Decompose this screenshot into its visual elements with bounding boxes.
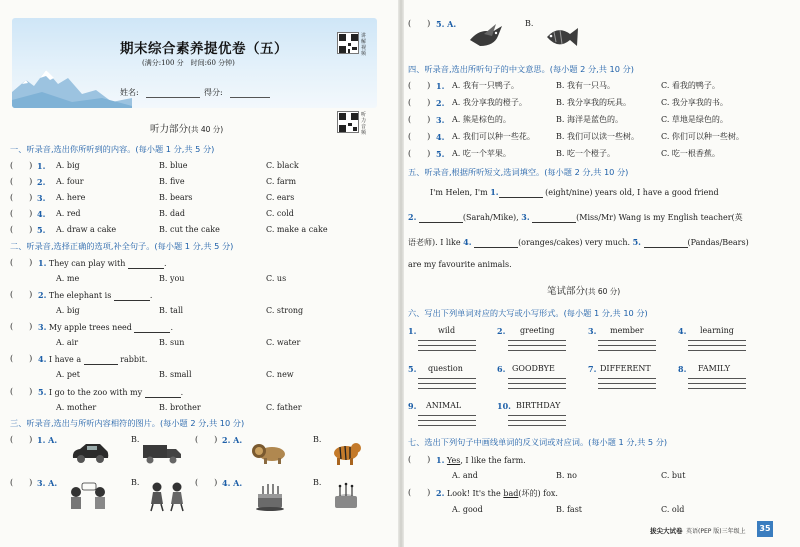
underlined-word: bad (503, 489, 519, 498)
blank-options: (Pandas/Bears) (687, 238, 749, 247)
option-a[interactable]: A. 我们可以种一些花。 (452, 132, 535, 141)
page-number: 35 (757, 521, 773, 537)
question-text: I go to the zoo with my (48, 388, 143, 397)
option-c[interactable]: C. old (661, 505, 685, 514)
option-b[interactable]: B. brother (159, 403, 201, 412)
question-number: 2. A. (222, 435, 243, 445)
option-b[interactable]: B. five (159, 177, 185, 186)
option-a[interactable]: A. 我分享我的橙子。 (452, 98, 527, 107)
question-number: 1. (436, 81, 445, 91)
question-number: 2. (37, 177, 46, 187)
passage-line-1 (430, 187, 719, 198)
question-number: 1. (38, 258, 47, 268)
section-1-heading (10, 144, 214, 155)
writing-line[interactable] (418, 415, 476, 416)
writing-line[interactable] (508, 388, 566, 389)
birthday-cake-icon[interactable] (254, 480, 286, 512)
blank[interactable] (84, 356, 118, 365)
option-b[interactable]: B. you (159, 274, 185, 283)
section-5-heading (408, 167, 628, 178)
word-number: 3. (588, 326, 597, 336)
word-number: 9. (408, 401, 417, 411)
section-7-score: (每小题 1 分,共 5 分) (588, 437, 668, 447)
option-b[interactable]: B. 吃一个橙子。 (556, 149, 615, 158)
car-icon[interactable] (70, 440, 110, 466)
passage-line-4: are my favourite animals. (408, 260, 512, 269)
option-c[interactable]: C. water (266, 338, 301, 347)
answer-bracket[interactable]: ( ) (408, 98, 431, 107)
writing-title-text: 笔试部分 (547, 286, 586, 297)
listening-title-text: 听力部分 (150, 124, 189, 135)
sentence: 1. They can play with . (38, 258, 167, 268)
word: BIRTHDAY (516, 401, 561, 410)
writing-line[interactable] (598, 383, 656, 384)
question-text: They can play with (48, 259, 126, 268)
option-b[interactable]: B. tall (159, 306, 184, 315)
section-3-heading (10, 418, 244, 429)
sentence-end: (坏的) fox. (518, 489, 558, 498)
section-1-score: (每小题 1 分,共 5 分) (135, 144, 215, 154)
answer-bracket[interactable]: ( ) (10, 161, 33, 170)
name-label: 姓名: (120, 88, 139, 97)
passage-line-3 (408, 237, 749, 248)
question-number: 4. (37, 209, 46, 219)
section-4-heading (408, 64, 634, 75)
section-3-score: (每小题 2 分,共 10 分) (159, 418, 245, 428)
option-b[interactable]: B. blue (159, 161, 188, 170)
writing-line[interactable] (508, 415, 566, 416)
option-b[interactable]: B. cut the cake (159, 225, 220, 234)
answer-bracket[interactable]: ( ) (408, 19, 431, 28)
page-title: 期末综合素养提优卷（五） (120, 41, 288, 57)
listening-points: (共 40 分) (188, 125, 224, 134)
blank-options: (oranges/cakes) very much. (518, 238, 631, 247)
candle-cake-icon[interactable] (330, 480, 362, 512)
writing-line[interactable] (508, 350, 566, 351)
option-a[interactable]: A. me (56, 274, 80, 283)
option-c[interactable]: C. 我分享我的书。 (661, 98, 728, 107)
section-2-score: (每小题 1 分,共 5 分) (154, 241, 234, 251)
answer-bracket[interactable]: ( ) (10, 209, 33, 218)
word-number: 2. (497, 326, 506, 336)
question-number: 5. (436, 149, 445, 159)
question-number: 1. (436, 455, 445, 465)
option-a[interactable]: A. mother (56, 403, 97, 412)
option-a[interactable]: A. here (56, 193, 86, 202)
option-b-label: B. (131, 435, 140, 444)
section-2-title: 二、听录音,选择正确的选项,补全句子。 (10, 241, 155, 251)
option-c[interactable]: C. but (661, 471, 686, 480)
option-c[interactable]: C. us (266, 274, 287, 283)
option-a[interactable]: A. 熊是棕色的。 (452, 115, 511, 124)
writing-points: (共 60 分) (585, 287, 621, 296)
page-fold (398, 0, 404, 547)
writing-line[interactable] (598, 350, 656, 351)
word: learning (700, 326, 734, 335)
answer-bracket[interactable]: ( ) (10, 225, 33, 234)
section-5-score: (每小题 2 分,共 10 分) (544, 167, 629, 177)
qr-code-icon[interactable] (337, 32, 359, 54)
sentence: 5. I go to the zoo with my . (38, 387, 184, 397)
writing-line[interactable] (598, 345, 656, 346)
option-b[interactable]: B. no (556, 471, 577, 480)
section-6-score: (每小题 1 分,共 10 分) (563, 308, 648, 318)
word: member (610, 326, 644, 335)
answer-bracket[interactable]: ( ) (408, 488, 431, 497)
qr1-label: 讲解视频 (361, 33, 367, 57)
word: ANIMAL (426, 401, 462, 410)
question-number: 5. (38, 387, 47, 397)
writing-line[interactable] (598, 340, 656, 341)
question-text: My apple trees need (48, 323, 132, 332)
option-a[interactable]: A. and (452, 471, 478, 480)
fish-icon[interactable] (544, 22, 580, 52)
writing-line[interactable] (598, 378, 656, 379)
word-number: 4. (678, 326, 687, 336)
sentence-end: , I like the farm. (460, 456, 526, 465)
passage-text: I'm Helen, I'm (430, 188, 488, 197)
writing-line[interactable] (688, 345, 746, 346)
option-a[interactable]: A. pet (56, 370, 80, 379)
truck-icon[interactable] (141, 440, 183, 466)
question-number: 3. (436, 115, 445, 125)
option-a[interactable]: A. red (56, 209, 81, 218)
blank[interactable] (499, 189, 543, 198)
question-number: 3. (38, 322, 47, 332)
question-number: 3. (37, 193, 46, 203)
word: greeting (520, 326, 555, 335)
sentence: 2. The elephant is . (38, 290, 153, 300)
sentence: 3. My apple trees need . (38, 322, 173, 332)
writing-line[interactable] (508, 378, 566, 379)
answer-bracket[interactable]: ( ) (10, 387, 33, 396)
answer-bracket[interactable]: ( ) (408, 132, 431, 141)
word: FAMILY (698, 364, 731, 373)
blank[interactable] (419, 214, 463, 223)
word: question (428, 364, 463, 373)
blank-options: (Miss/Mr) Wang is my English teacher(英 (576, 213, 743, 222)
blank-number: 1. (490, 187, 499, 197)
blank[interactable] (474, 239, 518, 248)
answer-bracket[interactable]: ( ) (195, 435, 218, 444)
question-text: I have a (48, 355, 82, 364)
section-3-title: 三、听录音,选出与所听内容相符的图片。 (10, 418, 160, 428)
word-number: 1. (408, 326, 417, 336)
option-a[interactable]: A. draw a cake (56, 225, 117, 234)
blank-number: 2. (408, 212, 417, 222)
writing-line[interactable] (418, 388, 476, 389)
option-a[interactable]: A. 吃一个苹果。 (452, 149, 511, 158)
option-c[interactable]: C. father (266, 403, 302, 412)
section-4-score: (每小题 2 分,共 10 分) (549, 64, 634, 74)
option-c[interactable]: C. ears (266, 193, 295, 202)
option-a[interactable]: A. good (452, 505, 483, 514)
blank[interactable] (644, 239, 688, 248)
question-number: 4. (38, 354, 47, 364)
writing-line[interactable] (688, 378, 746, 379)
blank[interactable] (128, 260, 164, 269)
underlined-word: Yes (446, 456, 461, 465)
option-c[interactable]: C. 你们可以种一些树。 (661, 132, 744, 141)
word-number: 8. (678, 364, 687, 374)
option-b[interactable]: B. 我有一只马。 (556, 81, 615, 90)
passage-text: years old, I have a good friend (595, 188, 719, 197)
question-number: 5. (37, 225, 46, 235)
blank[interactable] (532, 214, 576, 223)
option-b[interactable]: B. 我们可以读一些树。 (556, 132, 639, 141)
option-b[interactable]: B. 海洋是蓝色的。 (556, 115, 623, 124)
word-number: 6. (497, 364, 506, 374)
question-text-end: rabbit. (120, 355, 148, 364)
blank-number: 4. (463, 237, 472, 247)
answer-bracket[interactable]: ( ) (10, 322, 33, 331)
answer-bracket[interactable]: ( ) (408, 149, 431, 158)
writing-line[interactable] (418, 425, 476, 426)
question-number: 2. (436, 98, 445, 108)
word-number: 10. (497, 401, 511, 411)
answer-bracket[interactable]: ( ) (10, 193, 33, 202)
blank-options: (Sarah/Mike), (462, 213, 519, 222)
answer-bracket[interactable]: ( ) (10, 354, 33, 363)
option-c[interactable]: C. make a cake (266, 225, 328, 234)
option-b-label: B. (525, 19, 534, 28)
answer-bracket[interactable]: ( ) (408, 115, 431, 124)
writing-line[interactable] (688, 383, 746, 384)
word: GOODBYE (512, 364, 555, 373)
answer-bracket[interactable]: ( ) (10, 435, 33, 444)
children-playing-icon[interactable] (145, 480, 189, 512)
answer-bracket[interactable]: ( ) (408, 455, 431, 464)
writing-line[interactable] (688, 350, 746, 351)
option-c[interactable]: C. strong (266, 306, 304, 315)
option-c[interactable]: C. farm (266, 177, 297, 186)
section-6-heading (408, 308, 648, 319)
section-7-heading (408, 437, 667, 448)
question-number: 3. A. (37, 478, 58, 488)
blank[interactable] (114, 292, 150, 301)
writing-line[interactable] (688, 388, 746, 389)
answer-bracket[interactable]: ( ) (195, 478, 218, 487)
section-5-title: 五、听录音,根据所听短文,选词填空。 (408, 167, 545, 177)
answer-bracket[interactable]: ( ) (408, 81, 431, 90)
writing-line[interactable] (418, 378, 476, 379)
option-c[interactable]: C. black (266, 161, 299, 170)
option-a[interactable]: A. air (56, 338, 79, 347)
blank-options: (eight/nine) (545, 188, 593, 197)
sentence (38, 354, 147, 365)
writing-line[interactable] (598, 388, 656, 389)
children-talking-icon[interactable] (66, 482, 112, 512)
option-c[interactable]: C. cold (266, 209, 294, 218)
question-number: 5. A. (436, 19, 457, 29)
writing-line[interactable] (508, 340, 566, 341)
word-number: 7. (588, 364, 597, 374)
name-line (146, 97, 200, 98)
writing-line[interactable] (418, 350, 476, 351)
sentence (436, 455, 526, 466)
qr-code-icon[interactable] (337, 111, 359, 133)
option-a[interactable]: A. four (56, 177, 84, 186)
option-c[interactable]: C. new (266, 370, 294, 379)
option-b-label: B. (131, 478, 140, 487)
section-2-heading (10, 241, 233, 252)
writing-title (547, 283, 620, 297)
word: DIFFERENT (600, 364, 651, 373)
writing-line[interactable] (418, 340, 476, 341)
question-number: 4. A. (222, 478, 243, 488)
option-b[interactable]: B. small (159, 370, 192, 379)
answer-bracket[interactable]: ( ) (10, 177, 33, 186)
bird-icon[interactable] (466, 22, 506, 52)
passage-line-2 (408, 212, 743, 223)
writing-line[interactable] (508, 383, 566, 384)
option-a[interactable]: A. big (56, 161, 80, 170)
option-b[interactable]: B. dad (159, 209, 185, 218)
answer-bracket[interactable]: ( ) (10, 478, 33, 487)
word-number: 5. (408, 364, 417, 374)
passage-text: 语老师). I like (408, 238, 461, 247)
option-c[interactable]: C. 看我的鸭子。 (661, 81, 720, 90)
section-1-title: 一、听录音,选出你所听到的内容。 (10, 144, 136, 154)
listening-title (150, 121, 223, 135)
mountain-icon (12, 62, 132, 108)
option-c[interactable]: C. 草地是绿色的。 (661, 115, 728, 124)
word: wild (438, 326, 456, 335)
blank-number: 3. (521, 212, 530, 222)
answer-bracket[interactable]: ( ) (10, 258, 33, 267)
writing-line[interactable] (508, 420, 566, 421)
option-b[interactable]: B. 我分享我的玩具。 (556, 98, 631, 107)
lion-icon[interactable] (250, 441, 290, 465)
question-number: 2. (436, 488, 445, 498)
option-b[interactable]: B. bears (159, 193, 193, 202)
writing-line[interactable] (508, 425, 566, 426)
option-a[interactable]: A. 我有一只鸭子。 (452, 81, 519, 90)
footer-brand: 拔尖大试卷 (650, 527, 683, 535)
section-6-title: 六、写出下列单词对应的大写或小写形式。 (408, 308, 564, 318)
option-a[interactable]: A. big (56, 306, 80, 315)
section-4-title: 四、听录音,选出所听句子的中文意思。 (408, 64, 550, 74)
score-label: 得分: (204, 88, 223, 97)
question-number: 2. (38, 290, 47, 300)
option-b-label: B. (313, 435, 322, 444)
writing-line[interactable] (418, 420, 476, 421)
question-text: The elephant is (48, 291, 112, 300)
writing-line[interactable] (418, 383, 476, 384)
footer-subject: 英语(PEP 版)三年级上 (686, 528, 746, 535)
score-line (230, 97, 270, 98)
writing-line[interactable] (418, 345, 476, 346)
blank[interactable] (145, 389, 181, 398)
question-number: 1. (37, 161, 46, 171)
section-7-title: 七、选出下列句子中画线单词的反义词或对应词。 (408, 437, 589, 447)
option-c[interactable]: C. 吃一根香蕉。 (661, 149, 720, 158)
writing-line[interactable] (508, 345, 566, 346)
option-b-label: B. (313, 478, 322, 487)
sentence-start: Look! It's the (446, 489, 504, 498)
answer-bracket[interactable]: ( ) (10, 290, 33, 299)
blank-number: 5. (632, 237, 641, 247)
writing-line[interactable] (688, 340, 746, 341)
option-b[interactable]: B. sun (159, 338, 185, 347)
question-number: 4. (436, 132, 445, 142)
sentence (436, 488, 558, 499)
option-b[interactable]: B. fast (556, 505, 583, 514)
tiger-icon[interactable] (328, 440, 364, 466)
qr2-label: 听力音频 (361, 112, 367, 136)
exam-meta: (满分:100 分 时间:60 分钟) (142, 59, 235, 67)
question-number: 1. A. (37, 435, 58, 445)
blank[interactable] (134, 324, 170, 333)
